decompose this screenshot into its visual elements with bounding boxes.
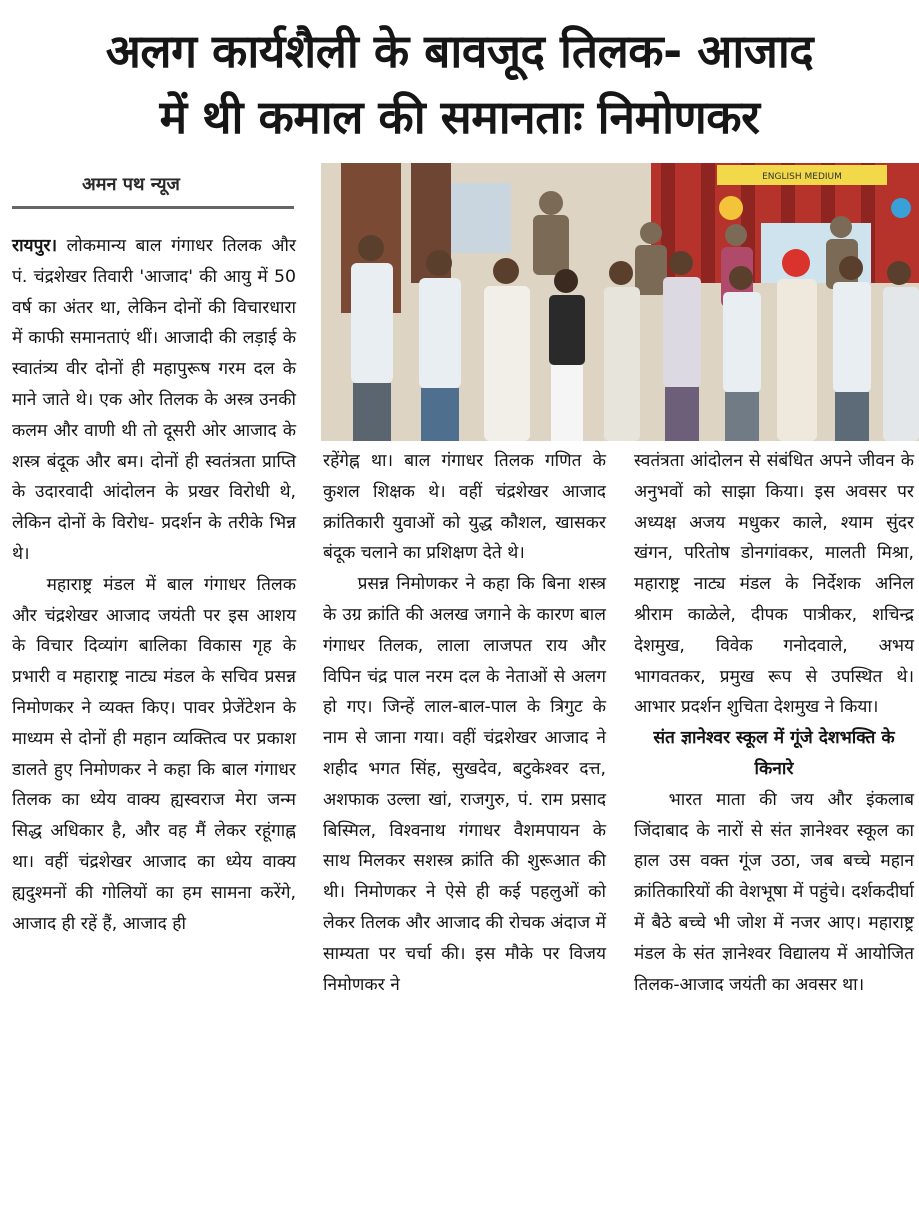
article-column-2 [323, 446, 606, 1000]
article-column-3 [634, 446, 914, 1000]
headline-line-1: अलग कार्यशैली के बावजूद तिलक- आजाद [105, 24, 814, 78]
headline [8, 18, 911, 150]
dateline: रायपुर। [12, 236, 58, 256]
col3-paragraph-2: भारत माता की जय और इंकलाब जिंदाबाद के नारों से संत ज्ञानेश्वर स्कूल का हाल उस वक्त गूंज उठा, जब बच्चे महान क्रांतिकारियों की वेशभूषा में पहुंचे। दर्शकदीर्घा में बैठे बच्चे भी जोश में नजर आए। महाराष्ट्र मंडल के संत ज्ञानेश्वर विद्यालय में आयोजित तिलक-आजाद जयंती का अवसर था। [634, 789, 914, 995]
byline-divider [12, 206, 294, 209]
sub-heading: संत ज्ञानेश्वर स्कूल में गूंजे देशभक्ति के किनारे [653, 728, 895, 779]
photo-banner-text: ENGLISH MEDIUM [762, 172, 842, 182]
col1-paragraph-2: महाराष्ट्र मंडल में बाल गंगाधर तिलक और चंद्रशेखर आजाद जयंती पर इस आशय के विचार दिव्यांग बालिका विकास गृह के प्रभारी व महाराष्ट्र नाट्य मंडल के सचिव प्रसन्न निमोणकर ने व्यक्त किए। पावर प्रेजेंटेशन के माध्यम से दोनों ही महान व्यक्तित्व पर प्रकाश डालते हुए निमोणकर ने कहा कि बाल गंगाधर तिलक का ध्येय वाक्य ह्यस्वराज मेरा जन्म सिद्ध अधिकार है, और वह मैं लेकर रहूंगाह्न था। वहीं चंद्रशेखर आजाद का ध्येय वाक्य ह्यदुश्मनों की गोलियों का हम सामना करेंगे, आजाद ही रहें हैं, आजाद ही [12, 574, 296, 934]
col1-paragraph-1: लोकमान्य बाल गंगाधर तिलक और पं. चंद्रशेखर तिवारी 'आजाद' की आयु में 50 वर्ष का अंतर था, लेकिन दोनों की विचारधारा में काफी समानताएं थीं। आजादी की लड़ाई के स्वातंत्र्य वीर दोनों ही महापुरूष गरम दल के माने जाते थे। एक ओर तिलक के अस्त्र उनकी कलम और वाणी थी तो दूसरी ओर आजाद के शस्त्र बंदूक और बम। दोनों ही स्वतंत्रता प्राप्ति के उदारवादी आंदोलन के प्रखर विरोधी थे, लेकिन दोनों के विरोध- प्रदर्शन के तरीके भिन्न थे। [12, 236, 297, 564]
headline-line-2: में थी कमाल की समानताः निमोणकर [159, 90, 760, 144]
col2-paragraph-2: प्रसन्न निमोणकर ने कहा कि बिना शस्त्र के उग्र क्रांति की अलख जगाने के कारण बाल गंगाधर तिलक, लाला लाजपत राय और विपिन चंद्र पाल नरम दल के नेताओं से अलग हो गए। जिन्हें लाल-बाल-पाल के त्रिगुट के नाम से जाना गया। वहीं चंद्रशेखर आजाद ने शहीद भगत सिंह, सुखदेव, बटुकेश्वर दत्त, अशफाक उल्ला खां, राजगुरु, पं. राम प्रसाद बिस्मिल, विश्वनाथ गंगाधर वैशमपायन के साथ मिलकर सशस्त्र क्रांति की शुरूआत की थी। निमोणकर ने ऐसे ही कई पहलुओं को लेकर तिलक और आजाद की रोचक अंदाज में साम्यता पर चर्चा की। इस मौके पर विजय निमोणकर ने [323, 574, 606, 995]
news-photo [321, 163, 919, 441]
byline: अमन पथ न्यूज [82, 174, 180, 195]
col3-paragraph-1: स्वतंत्रता आंदोलन से संबंधित अपने जीवन के अनुभवों को साझा किया। इस अवसर पर अध्यक्ष अजय मधुकर काले, श्याम सुंदर खंगन, परितोष डोनगांवकर, मालती मिश्रा, महाराष्ट्र नाट्य मंडल के निर्देशक अनिल श्रीराम काळेले, दीपक पात्रीकर, शचिन्द्र देशमुख, विवेक गनोदवाले, अभय भागवतकर, प्रमुख रूप से उपस्थित थे। आभार प्रदर्शन शुचिता देशमुख ने किया। [634, 451, 914, 718]
col2-paragraph-1: रहेंगेह्न था। बाल गंगाधर तिलक गणित के कुशल शिक्षक थे। वहीं चंद्रशेखर आजाद क्रांतिकारी युवाओं को युद्ध कौशल, खासकर बंदूक चलाने का प्रशिक्षण देते थे। [323, 451, 606, 564]
article-column-1 [12, 231, 296, 939]
